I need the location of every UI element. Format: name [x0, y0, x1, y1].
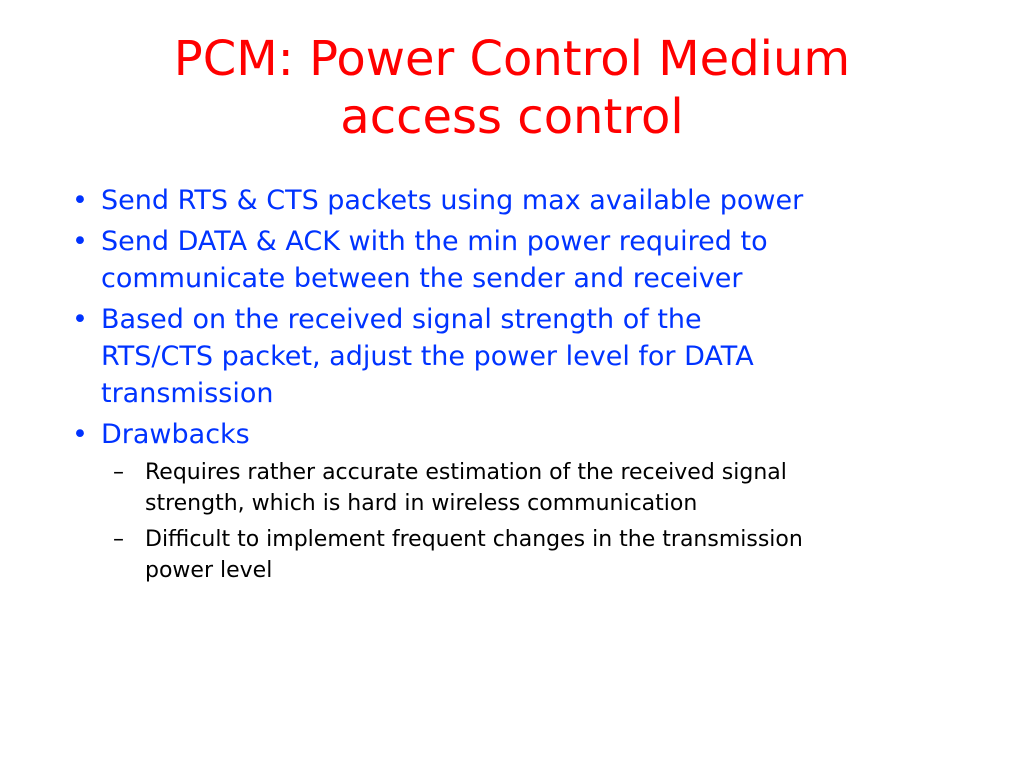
- bullet-item: [60, 223, 960, 297]
- bullet-marker: •: [72, 304, 88, 335]
- bullet-list: [60, 182, 960, 591]
- subbullet-item: [60, 457, 960, 519]
- bullet-text-line: RTS/CTS packet, adjust the power level for DATA: [101, 341, 754, 372]
- slide-title: [60, 30, 964, 146]
- bullet-text-line: Based on the received signal strength of the: [101, 304, 702, 335]
- subbullet-text-line: strength, which is hard in wireless communication: [145, 491, 698, 516]
- slide-title-line-1: PCM: Power Control Medium: [173, 31, 851, 87]
- bullet-text-line: Send RTS & CTS packets using max available power: [101, 185, 804, 216]
- bullet-text: [101, 301, 960, 412]
- subbullet-marker: –: [113, 460, 124, 485]
- bullet-marker: •: [72, 226, 88, 257]
- bullet-text: [101, 223, 960, 297]
- slide-title-line-2: access control: [340, 89, 684, 145]
- subbullet-list: [60, 457, 960, 586]
- bullet-text: [101, 416, 960, 453]
- subbullet-marker: –: [113, 527, 124, 552]
- subbullet-text-line: power level: [145, 558, 273, 583]
- bullet-text: [101, 182, 960, 219]
- bullet-text-line: communicate between the sender and receiver: [101, 263, 743, 294]
- bullet-text-line: transmission: [101, 378, 274, 409]
- subbullet-text-line: Requires rather accurate estimation of the received signal: [145, 460, 787, 485]
- bullet-item-drawbacks: [60, 416, 960, 453]
- subbullet-item: [60, 524, 960, 586]
- bullet-marker: •: [72, 419, 88, 450]
- bullet-item: [60, 182, 960, 219]
- bullet-text-line: Send DATA & ACK with the min power required to: [101, 226, 768, 257]
- bullet-text-line: Drawbacks: [101, 419, 250, 450]
- subbullet-text: [145, 457, 960, 519]
- bullet-item: [60, 301, 960, 412]
- subbullet-text: [145, 524, 960, 586]
- bullet-marker: •: [72, 185, 88, 216]
- subbullet-text-line: Difficult to implement frequent changes in the transmission: [145, 527, 803, 552]
